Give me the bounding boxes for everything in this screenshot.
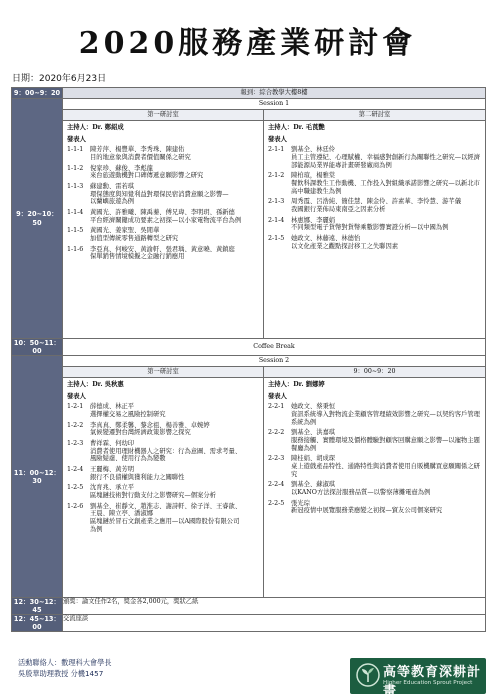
time-cell: 9：00~9：20 [12, 88, 63, 99]
paper-entry [67, 165, 259, 180]
paper-authors: 曹祥霖、何幼印 [90, 440, 135, 448]
paper-number: 1-1-1 [67, 146, 84, 154]
paper-number: 2-2-1 [268, 403, 285, 411]
time-cell: 11：00~12：30 [12, 356, 63, 598]
paper-entry [268, 146, 481, 169]
time-cell: 10：50~11：00 [12, 339, 63, 356]
coffee-break: Coffee Break [63, 339, 486, 356]
paper-entry [67, 227, 259, 242]
paper-authors: 黃國光、姜家聖、吳閒華 [90, 227, 160, 235]
paper-entry [268, 403, 481, 426]
paper-authors: 劉基全、蘇淑琪 [291, 481, 336, 489]
paper-list [268, 146, 481, 250]
paper-authors: 劉基全、林廷伶 [291, 146, 336, 154]
paper-authors: 蘇建勳、雷若琪 [90, 183, 135, 191]
paper-title: 王晨、陳立亭、潘淑娜 [90, 510, 153, 518]
paper-title: 目的地意象與消費者價值關係之研究 [90, 154, 191, 162]
paper-number: 1-1-4 [67, 209, 84, 217]
paper-list [67, 146, 259, 261]
paper-title: 氣候變遷對台灣經濟政策影響之探究 [90, 429, 191, 437]
paper-number: 1-2-5 [67, 484, 84, 492]
paper-authors: 沈育兆、承立平 [90, 484, 135, 492]
paper-title: 環保態度與知覺利益對環保民宿消費意願之影響— [90, 190, 229, 198]
paper-title: 保單銷售情境模擬之金融行銷應用 [90, 253, 185, 261]
logo-subtitle: Higher Education Sprout Project [383, 680, 473, 686]
host-label: 主持人：Dr. 毛莨艷 [268, 124, 325, 131]
paper-title: 以文化產業之觀點探討移工之失聯因素 [291, 242, 399, 250]
paper-list [67, 403, 259, 533]
room-label: 9：00~9：20 [264, 367, 486, 378]
paper-number: 1-2-6 [67, 502, 84, 510]
paper-entry [67, 246, 259, 261]
paper-title: 新冠疫情中展覽服務業應變之初探—貿友公司個案研究 [291, 507, 443, 515]
paper-authors: 王麗梅、黃芳明 [90, 466, 135, 474]
session2-room2-panel [264, 378, 486, 598]
registration-text: 報到：綜合教學大樓8樓 [63, 88, 486, 99]
paper-entry [268, 172, 481, 195]
room-label: 第二研討室 [264, 110, 486, 121]
room-label: 第一研討室 [63, 110, 264, 121]
paper-title: 不同類型電子貨幣對貨幣乘數影響實證分析—以中國為例 [291, 224, 449, 232]
paper-number: 1-2-1 [67, 403, 84, 411]
paper-title: 區塊鏈技術對行動支付之影響研究—個案分析 [90, 492, 216, 500]
logo-title: 高等教育深耕計畫 [383, 665, 482, 699]
paper-title: 服務接觸、實體環境及價格體驗對顧客回購意願之影響—以寵物主題餐廳為例 [291, 437, 480, 452]
paper-number: 1-1-5 [67, 227, 84, 235]
paper-number: 1-1-2 [67, 164, 84, 172]
paper-number: 2-2-5 [268, 499, 285, 507]
paper-number: 1-2-4 [67, 466, 84, 474]
paper-title: 資訊系統導入對物流企業顧客管理績效影響之研究—以契約客戶管理系統為例 [291, 411, 480, 426]
host-label: 主持人：Dr. 劉娜婷 [268, 381, 325, 389]
paper-list [268, 403, 481, 515]
paper-number: 2-2-4 [268, 481, 285, 489]
paper-number: 2-1-3 [268, 198, 285, 206]
sprout-logo-icon [356, 663, 380, 687]
paper-title: 我國銀行業佈局東南亞之因素分析 [291, 206, 386, 214]
room-label: 第一研討室 [63, 367, 264, 378]
paper-authors: 黃國光、許雅曦、陳禹蓁、傅兄瑋、李明玥、孫新德 [90, 209, 235, 217]
paper-entry [67, 466, 259, 481]
paper-authors: 林惠娜、李麗娟 [291, 216, 336, 224]
paper-authors: 她政文、林藤遠、林德怡 [291, 235, 361, 243]
paper-title: 員工主管遵紀、心理賦權、幸福感對創新行為關聯性之研究—以經濟部能源局業界能專計畫研發廠商為例 [291, 154, 480, 169]
paper-title: 桌上遊戲產品特性、通路特性與消費者使用自販機購買意願關係之研究 [291, 463, 480, 478]
opening-row [12, 88, 486, 99]
award-text: 頒獎：論文佳作2名，獎金各2,000元，獎狀乙紙 [63, 598, 486, 615]
paper-entry [67, 209, 259, 224]
paper-entry [268, 235, 481, 250]
paper-number: 2-1-5 [268, 235, 285, 243]
paper-entry [67, 183, 259, 206]
contact-line: 吳殷華助理教授 分機1457 [18, 668, 104, 678]
paper-authors: 周秀霞、呂浩純、簡佳慧、陳金伶、許素華、李怜慧、游芊儀 [291, 198, 462, 206]
paper-authors: 李真真、鄭柔馨、黎念祖、楊善雅、卓婉婷 [90, 421, 210, 429]
paper-authors: 陳柏瑄，楊雅棠 [291, 172, 336, 180]
session1-room1-panel [63, 121, 264, 339]
paper-number: 2-2-2 [268, 429, 285, 437]
paper-title: 選擇權交易之風險控制研究 [90, 411, 166, 419]
session-label: Session 2 [63, 356, 486, 367]
paper-number: 1-1-6 [67, 245, 84, 253]
contact-line: 活動聯絡人：數理科大會學長 [18, 658, 112, 667]
paper-entry [268, 429, 481, 452]
host-label: 主持人：Dr. 鄭紹成 [67, 124, 124, 131]
paper-entry [67, 440, 259, 463]
paper-entry [268, 481, 481, 496]
paper-title: 區塊鏈於冒石文創產業之應用—以A國際股份有限公司 [90, 518, 240, 526]
paper-title: 以KANO方法探討服務品質—以警察薄攤電壺為例 [291, 489, 431, 497]
paper-entry [67, 503, 259, 534]
paper-number: 2-1-4 [268, 216, 285, 224]
paper-entry [67, 484, 259, 499]
paper-title: 來台旅遊動機對口碑傳遞意願影響之研究 [90, 172, 204, 180]
page-title: 2020服務產業研討會 [78, 26, 417, 61]
paper-authors: 劉基全、崔靜文、趙淮志、謝詩軒、徐子洋、王睿歆、 [90, 502, 242, 510]
session-label: Session 1 [63, 99, 486, 110]
paper-authors: 她政文、蔡秉恒 [291, 403, 336, 411]
session2-room1-panel [63, 378, 264, 598]
paper-number: 1-2-3 [67, 440, 84, 448]
paper-title: 以蘭嶼旅遊為例 [90, 198, 135, 206]
program-logo [350, 658, 486, 699]
paper-entry [268, 198, 481, 213]
paper-entry [67, 403, 259, 418]
paper-number: 1-1-3 [67, 183, 84, 191]
paper-title: 加值型傳統零售通路轉型之研究 [90, 235, 179, 243]
paper-entry [268, 455, 481, 478]
paper-title: 銀行不良債權與獲利能力之關聯性 [90, 473, 185, 481]
presenter-heading: 發表人 [67, 135, 86, 143]
paper-number: 2-1-2 [268, 172, 285, 180]
time-cell: 9：20~10：50 [12, 99, 63, 339]
time-cell: 12：45~13：00 [12, 615, 63, 632]
paper-authors: 劉基全、洪嘉琪 [291, 429, 336, 437]
paper-authors: 李亞真、何峻安、黃渝軒、張君瑀、黃意曉、黃鎮庭 [90, 245, 235, 253]
schedule-table [11, 87, 486, 632]
event-date: 日期：2020年6月23日 [12, 74, 107, 84]
exchange-text: 交流座談 [63, 615, 486, 632]
paper-authors: 張光琮 [291, 499, 310, 507]
presenter-heading: 發表人 [268, 135, 287, 143]
paper-entry [67, 146, 259, 161]
presenter-heading: 發表人 [268, 392, 287, 400]
host-label: 主持人：Dr. 吳秋惠 [67, 381, 124, 389]
paper-entry [268, 217, 481, 232]
paper-title: 風險疑慮、使用行為為變數 [90, 455, 166, 463]
contact-info [18, 658, 111, 680]
paper-title: 平台經濟關鍵成功要素之初探—以小家電物流平台為例 [90, 216, 242, 224]
paper-entry [67, 422, 259, 437]
paper-entry [268, 500, 481, 515]
paper-number: 1-2-2 [67, 421, 84, 429]
presenter-heading: 發表人 [67, 392, 86, 400]
paper-authors: 陳芳萍、楊豐華、李秀珠、陳建佑 [90, 146, 185, 154]
paper-authors: 薛德成、林正平 [90, 403, 135, 411]
paper-number: 2-1-1 [268, 146, 285, 154]
session1-room2-panel [264, 121, 486, 339]
paper-authors: 倪家珍、蘇俊、李彪龍 [90, 164, 153, 172]
time-cell: 12：30~12：45 [12, 598, 63, 615]
paper-authors: 陳桂娟、胡成琛 [291, 455, 336, 463]
paper-number: 2-2-3 [268, 455, 285, 463]
paper-title: 為例 [90, 525, 103, 533]
paper-title: 消費者使用理財機器人之研究：行為意圖、需求考量、 [90, 447, 242, 455]
paper-title: 餐飲科課教生工作動機、工作投入對組織承諾影響之研究—以新北市高中職建教生為例 [291, 180, 480, 195]
